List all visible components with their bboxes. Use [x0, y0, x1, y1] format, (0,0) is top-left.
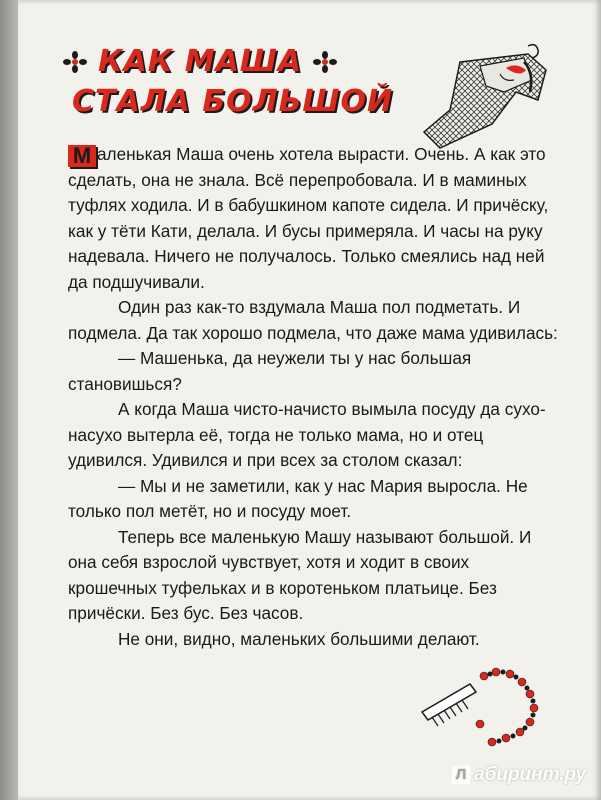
paragraph-text: аленькая Маша очень хотела вырасти. Очень. А как это сделать, она не знала. Всё перепробовала. И в маминых туфлях ходила. И в бабушкином капоте сидела. И причёску, как у тёти Кати, делала. И бусы примеряла. И часы на руку надевала. Ничего не получалось. Только смеялись над ней да подшучивали.: [68, 144, 549, 292]
site-watermark: [452, 764, 586, 786]
watermark-text: абиринт.ру: [474, 764, 587, 785]
title-line-1: КАК МАША: [98, 44, 303, 79]
comb-and-beads-illustration: [418, 662, 568, 752]
flower-ornament-icon: [62, 51, 88, 73]
drop-cap: М: [68, 145, 96, 167]
dress-on-hanger-illustration: [420, 40, 560, 152]
story-paragraph: — Машенька, да неужели ты у нас большая становишься?: [68, 348, 472, 394]
story-paragraph: — Мы и не заметили, как у нас Мария выросла. Не только пол метёт, но и посуду моет.: [68, 475, 528, 521]
story-text: [68, 142, 560, 652]
title-line-2: СТАЛА БОЛЬШОЙ: [72, 84, 394, 119]
story-paragraph: Один раз как-то вздумала Маша пол подметать. И подмела. Да так хорошо подмела, что даже мама удивилась:: [68, 297, 558, 343]
story-paragraph: [68, 142, 560, 295]
book-spine: [0, 0, 18, 800]
story-paragraph: А когда Маша чисто-начисто вымыла посуду да сухо-насухо вытерла её, тогда не только мама, но и отец удивился. Удивился и при всех за столом сказал:: [68, 399, 546, 470]
title-row: [62, 44, 338, 79]
story-paragraph: Не они, видно, маленьких большими делают.: [118, 628, 480, 649]
story-paragraph: Теперь все маленькую Машу называют большой. И она себя взрослой чувствует, хотя и ходит в своих крошечных туфельках и в коротеньком платьице. Без причёски. Без бус. Без часов.: [68, 526, 532, 623]
flower-ornament-icon: [312, 51, 338, 73]
watermark-logo: Л: [452, 766, 470, 784]
